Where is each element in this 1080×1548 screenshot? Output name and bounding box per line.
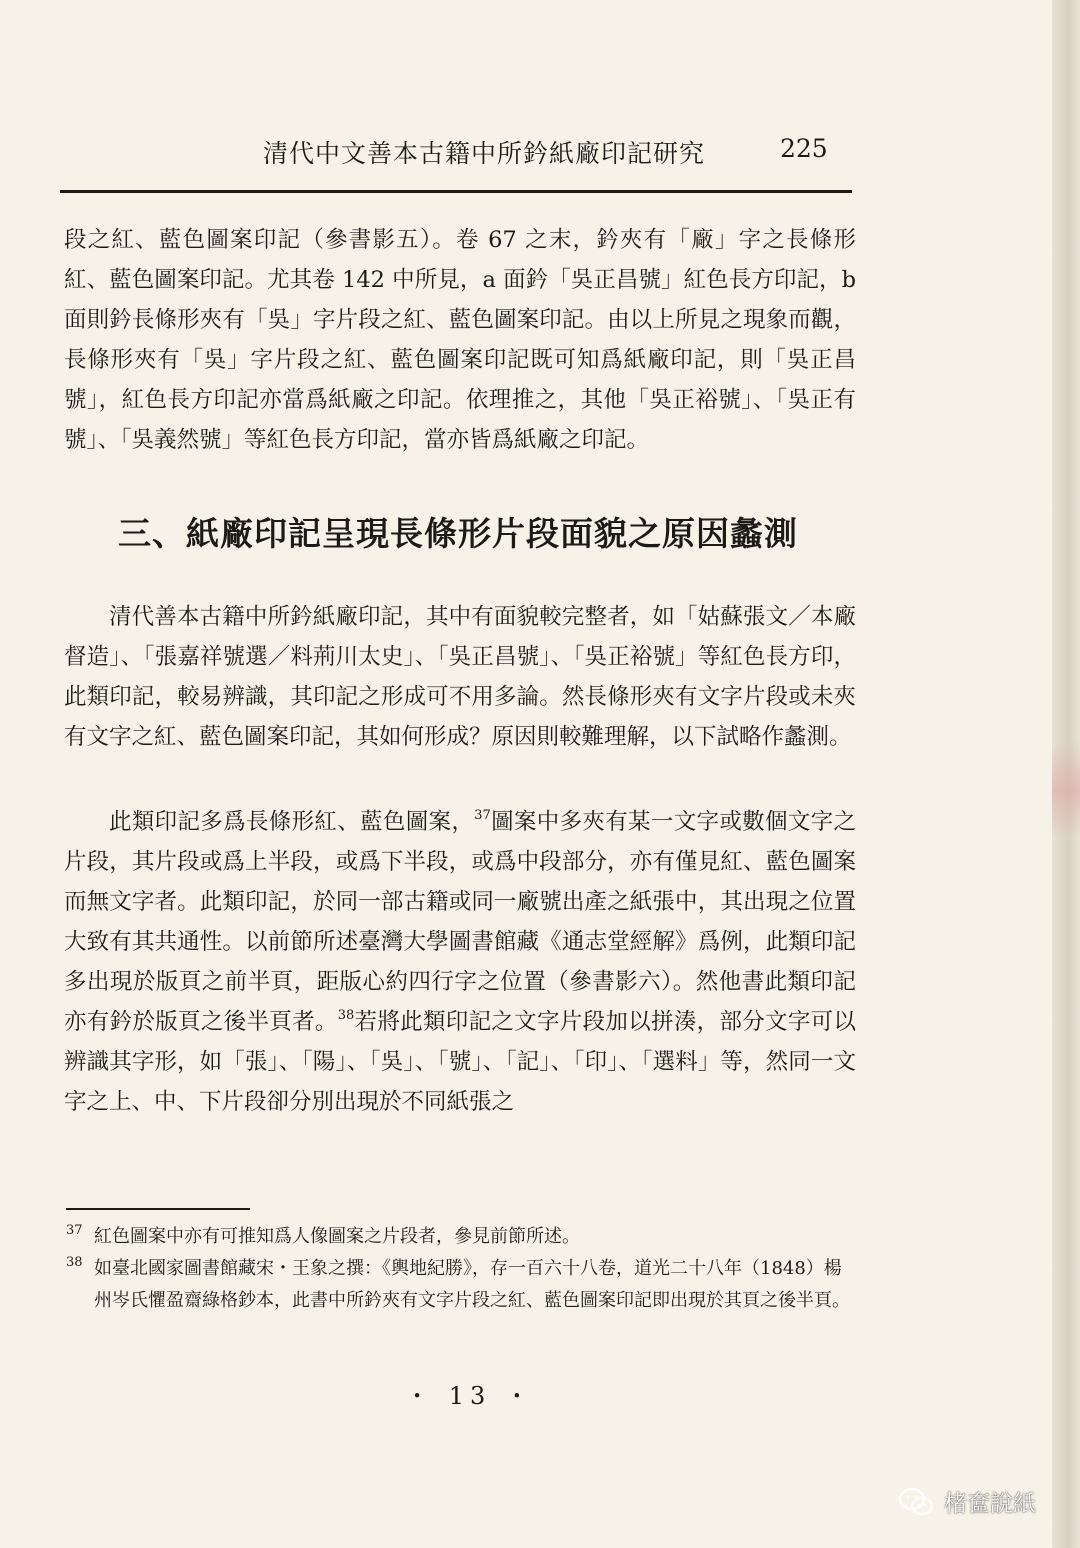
footnote-text: 紅色圖案中亦有可推知爲人像圖案之片段者，參見前節所述。 [94,1226,580,1247]
paragraph-1: 段之紅、藍色圖案印記（參書影五）。卷 67 之末，鈐夾有「廠」字之長條形紅、藍色圖案印記。尤其卷 142 中所見，a 面鈐「吳正昌號」紅色長方印記，b 面則鈐長條形夾有「吳」字片段之紅、藍色圖案印記。由以上所見之現象而觀，長條形夾有「吳」字片段之紅、藍色圖案印記既可知爲紙廠印記，則「吳正昌號」，紅色長方印記亦當爲紙廠之印記。依理推之，其他「吳正裕號」、「吳正有號」、「吳義然號」等紅色長方印記，當亦皆爲紙廠之印記。 [64,227,856,453]
paragraph-2: 清代善本古籍中所鈐紙廠印記，其中有面貌較完整者，如「姑蘇張文／本廠督造」、「張嘉祥號選／料荊川太史」、「吳正昌號」、「吳正裕號」等紅色長方印，此類印記，較易辨識，其印記之形成可不用多論。然長條形夾有文字片段或未夾有文字之紅、藍色圖案印記，其如何形成？原因則較難理解，以下試略作蠡測。 [64,604,856,750]
watermark [898,1485,1036,1518]
footnote-rule [66,1208,250,1210]
footnote-number: 38 [66,1255,83,1270]
paragraph-3-part-a: 此類印記多爲長條形紅、藍色圖案， [109,809,475,835]
footnote-number: 37 [66,1223,83,1238]
paragraph-3-part-c: 若將此類印記之文字片段加以拼湊，部分文字可以辨識其字形，如「張」、「陽」、「吳」、「號」、「記」、「印」、「選料」等，然同一文字之上、中、下片段卻分別出現於不同紙張之 [64,1009,856,1115]
paragraph-3-part-b: 圖案中多夾有某一文字或數個文字之片段，其片段或爲上半段，或爲下半段，或爲中段部分，亦有僅見紅、藍色圖案而無文字者。此類印記，於同一部古籍或同一廠號出產之紙張中，其出現之位置大致有其共通性。以前節所述臺灣大學圖書館藏《通志堂經解》爲例，此類印記多出現於版頁之前半頁，距版心約四行字之位置（參書影六）。然他書此類印記亦有鈐於版頁之後半頁者。 [64,809,856,1035]
footnote-ref-37[interactable]: 37 [474,808,491,823]
watermark-text: 楮奩說紙 [944,1491,1036,1517]
wechat-icon [898,1487,934,1517]
edge-stain [1052,740,1080,840]
running-title: 清代中文善本古籍中所鈐紙廠印記研究 [263,139,706,168]
footnote-37 [66,1221,856,1253]
folio: ・ 13 ・ [405,1382,535,1410]
footnote-text: 如臺北國家圖書館藏宋・王象之撰：《輿地紀勝》，存一百六十八卷，道光二十八年（1848）楊州岑氏懼盈齋綠格鈔本，此書中所鈐夾有文字片段之紅、藍色圖案印記即出現於其頁之後半頁。 [94,1258,850,1311]
footnote-38 [66,1253,856,1317]
header-rule [60,190,852,193]
footnote-ref-38[interactable]: 38 [337,1008,355,1023]
paragraph-3 [64,802,856,1122]
section-heading: 三、紙廠印記呈現長條形片段面貌之原因蠡測 [118,514,798,553]
page-number: 225 [780,134,828,163]
